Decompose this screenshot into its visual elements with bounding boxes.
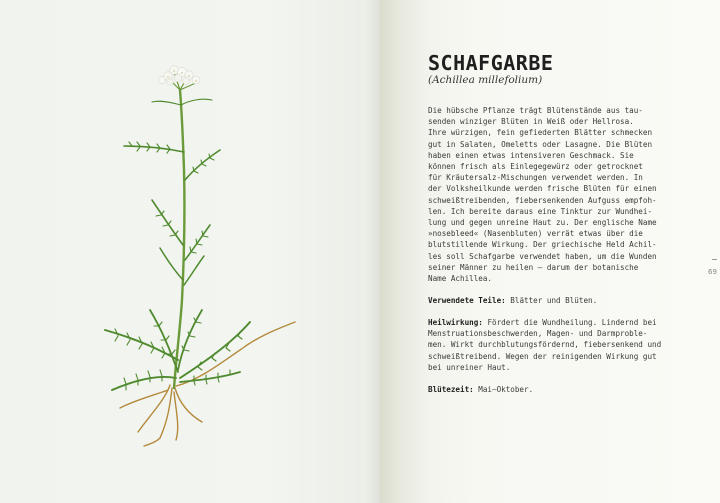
body-text: Die hübsche Pflanze trägt Blütenstände aus tau- senden winziger Blüten in Weiß oder Hellrosa. Ihre würzigen, fein gefiederten Blätter schmecken gut in Salaten, Omeletts oder Lasagne. Die Blüten haben einen etwas intensiveren Geschmack. Sie können frisch als Einlegegewürz oder getrocknet für Kräutersalz-Mischungen verwendet werden. In der Volksheilkunde werden frische Blüten für einen schweißtreibenden, fiebersenkenden Aufguss empfoh- len. Ich bereite daraus eine Tinktur zur Wundhei- lung und gegen unreine Haut zu. Der englische Name »nosebleed« (Nasenbluten) verrät etwas über die blutstillende Wirkung. Der griechische Held Achil- les soll Schafgarbe verwendet haben, um die Wunden seiner Männer zu heilen – darum der botanische Name Achillea.	[428, 106, 657, 284]
latin-name: (Achillea millefolium)	[428, 74, 543, 86]
bloom-time-value: Mai–Oktober.	[473, 385, 534, 394]
page-number-dash	[712, 259, 717, 260]
page-number: 69	[708, 268, 717, 276]
healing-effect-label: Heilwirkung:	[428, 318, 483, 327]
flower-cluster	[158, 66, 200, 90]
used-parts-label: Verwendete Teile:	[428, 296, 506, 305]
yarrow-plant-illustration	[90, 60, 310, 450]
healing-effect-value: Fördert die Wundheilung. Lindernd bei Menstruationsbeschwerden, Magen- und Darmproble- men. Wirkt durchblutungsfördernd, fiebersenkend und schweißtreibend. Wegen der reinigenden Wirkung gut bei unreiner Haut.	[428, 318, 662, 372]
page-title: SCHAFGARBE	[428, 51, 554, 75]
used-parts-entry	[428, 295, 686, 306]
used-parts-value: Blätter und Blüten.	[505, 296, 598, 305]
bloom-time-label: Blütezeit:	[428, 385, 474, 394]
bloom-time-entry	[428, 384, 686, 395]
healing-effect-entry	[428, 317, 686, 373]
